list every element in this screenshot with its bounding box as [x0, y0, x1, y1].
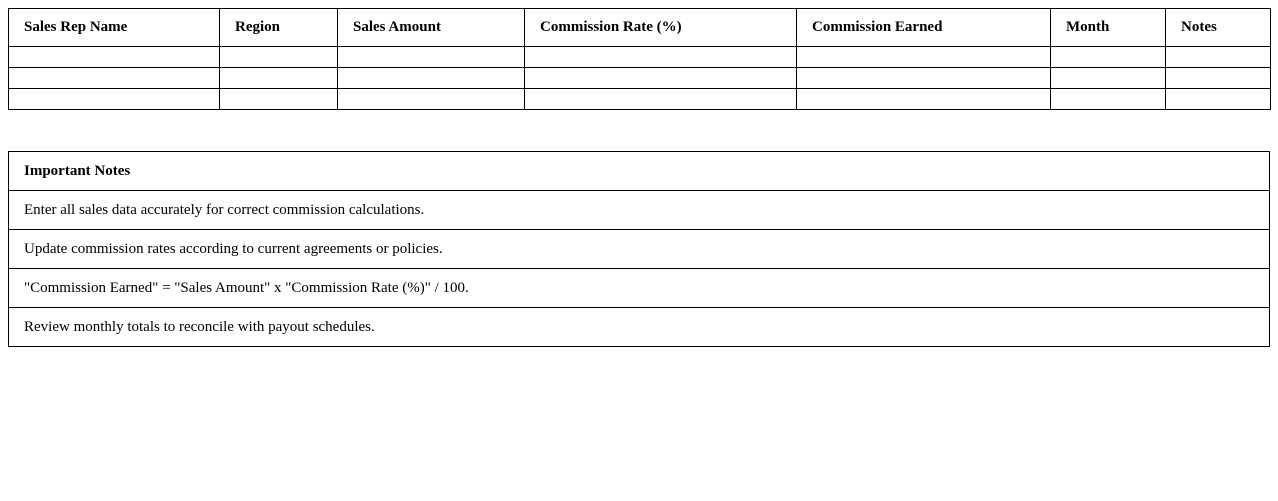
- note-item: Enter all sales data accurately for correct commission calculations.: [9, 191, 1270, 230]
- table-cell[interactable]: [9, 89, 220, 110]
- table-row: [9, 68, 1271, 89]
- table-cell[interactable]: [797, 89, 1051, 110]
- table-row: [9, 89, 1271, 110]
- table-cell[interactable]: [525, 68, 797, 89]
- table-cell[interactable]: [797, 68, 1051, 89]
- table-cell[interactable]: [338, 68, 525, 89]
- table-cell[interactable]: [1051, 68, 1166, 89]
- table-cell[interactable]: [1166, 68, 1271, 89]
- note-row: [9, 191, 1270, 230]
- note-row: [9, 269, 1270, 308]
- note-item: "Commission Earned" = "Sales Amount" x "Commission Rate (%)" / 100.: [9, 269, 1270, 308]
- table-row: [9, 47, 1271, 68]
- table-cell[interactable]: [525, 89, 797, 110]
- header-sales-rep-name: Sales Rep Name: [9, 9, 220, 47]
- notes-heading-row: [9, 152, 1270, 191]
- header-region: Region: [220, 9, 338, 47]
- table-cell[interactable]: [1166, 47, 1271, 68]
- note-item: Review monthly totals to reconcile with payout schedules.: [9, 308, 1270, 347]
- commission-table: [8, 8, 1271, 110]
- notes-heading: Important Notes: [9, 152, 1270, 191]
- note-row: [9, 308, 1270, 347]
- header-sales-amount: Sales Amount: [338, 9, 525, 47]
- note-row: [9, 230, 1270, 269]
- table-cell[interactable]: [220, 68, 338, 89]
- table-cell[interactable]: [9, 47, 220, 68]
- table-cell[interactable]: [220, 47, 338, 68]
- table-cell[interactable]: [1166, 89, 1271, 110]
- table-cell[interactable]: [1051, 89, 1166, 110]
- table-cell[interactable]: [1051, 47, 1166, 68]
- table-cell[interactable]: [525, 47, 797, 68]
- table-cell[interactable]: [9, 68, 220, 89]
- table-cell[interactable]: [338, 89, 525, 110]
- table-cell[interactable]: [797, 47, 1051, 68]
- table-cell[interactable]: [220, 89, 338, 110]
- header-month: Month: [1051, 9, 1166, 47]
- table-header-row: [9, 9, 1271, 47]
- important-notes-table: [8, 151, 1270, 347]
- header-commission-rate: Commission Rate (%): [525, 9, 797, 47]
- table-cell[interactable]: [338, 47, 525, 68]
- note-item: Update commission rates according to current agreements or policies.: [9, 230, 1270, 269]
- header-commission-earned: Commission Earned: [797, 9, 1051, 47]
- header-notes: Notes: [1166, 9, 1271, 47]
